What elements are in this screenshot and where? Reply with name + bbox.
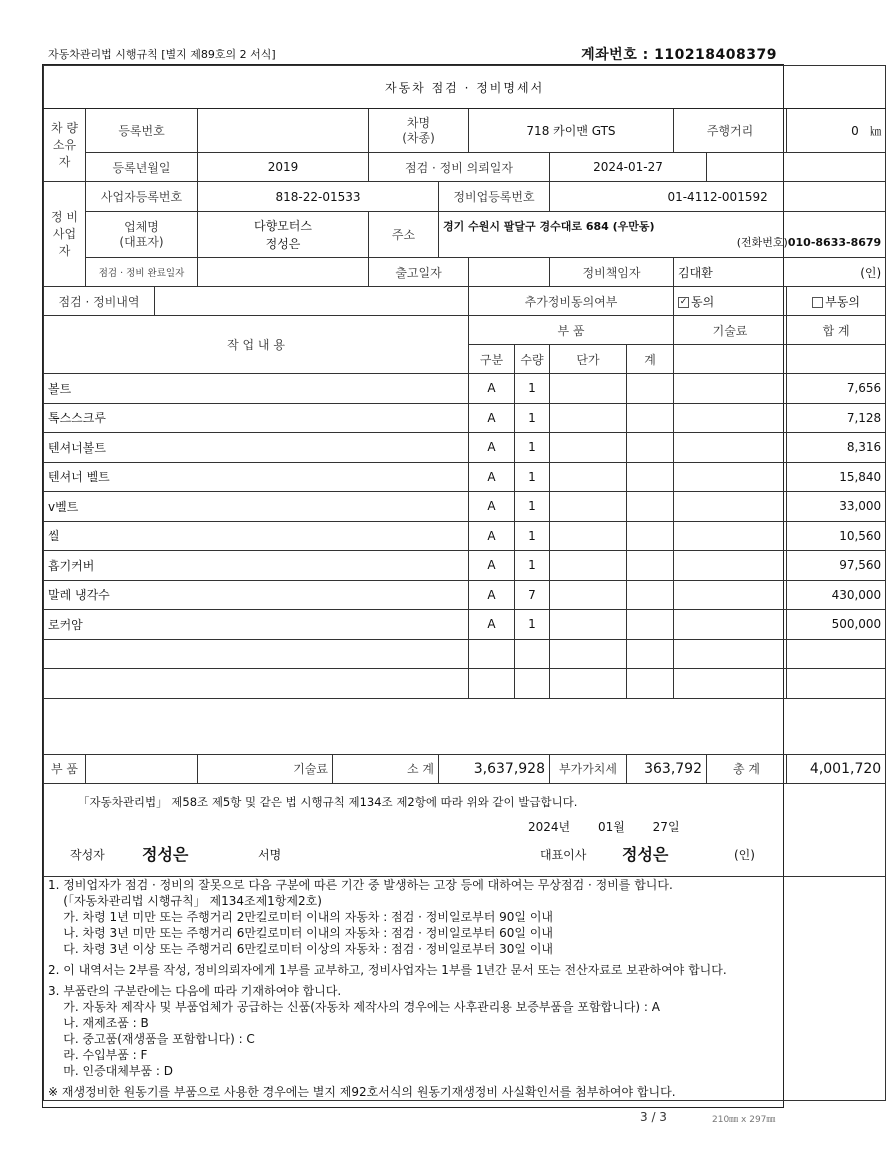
issue-day: 27일 (652, 819, 680, 834)
writer-label: 작성자 (70, 847, 105, 862)
type-col-header: 구분 (469, 345, 515, 374)
work-item-qty: 7 (515, 580, 550, 610)
work-item-type: A (469, 551, 515, 581)
biz-no-value: 818-22-01533 (198, 182, 439, 212)
done-date-value (198, 258, 369, 287)
sum-col-header: 계 (627, 345, 674, 374)
phone-label: (전화번호) (736, 235, 788, 249)
tech-col-header: 기술료 (674, 316, 787, 345)
work-item-name: 말레 냉각수 (44, 580, 469, 610)
mileage-unit: ㎞ (870, 124, 882, 138)
work-row (44, 403, 886, 433)
note-line: 마. 인증대체부품 : D (48, 1063, 173, 1078)
work-row (44, 433, 886, 463)
work-item-qty: 1 (515, 610, 550, 640)
note-line: 나. 차령 3년 미만 또는 주행거리 6만킬로미터 이내의 자동차 : 점검 · 정비일로부터 60일 이내 (48, 925, 554, 940)
account-separator: : (642, 47, 649, 63)
work-row (44, 551, 886, 581)
work-item-type: A (469, 374, 515, 404)
work-item-name: 텐셔너 벨트 (44, 462, 469, 492)
disagree-label: 부동의 (825, 294, 860, 309)
address-value: 경기 수원시 팔달구 경수대로 684 (우만동) (443, 219, 655, 233)
parts-total-label: 부 품 (44, 754, 86, 783)
address-label: 주소 (369, 212, 439, 258)
work-item-type: A (469, 433, 515, 463)
notes-box (48, 877, 881, 1100)
representative: 정성은 (265, 236, 301, 251)
work-item-type: A (469, 610, 515, 640)
company-label: 업체명 (대표자) (86, 212, 198, 258)
document-title: 자동차 점검 · 정비명세서 (44, 66, 886, 109)
phone-value: 010-8633-8679 (787, 235, 882, 249)
work-item-type: A (469, 521, 515, 551)
company-name: 다향모터스 (254, 218, 312, 233)
writer-signature: 정성은 (142, 844, 189, 864)
document-frame (42, 64, 882, 1108)
agree-checkbox[interactable]: ✓ (679, 296, 688, 307)
vat-label: 부가가치세 (550, 754, 627, 783)
work-item-total: 7,128 (787, 403, 886, 433)
note-line: 2. 이 내역서는 2부를 작성, 정비의뢰자에게 1부를 교부하고, 정비사업자는 1부를 1년간 문서 또는 전산자료로 보관하여야 합니다. (48, 962, 727, 977)
repair-reg-label: 정비업등록번호 (439, 182, 550, 212)
work-col-header: 작 업 내 용 (44, 316, 469, 374)
agree-label: 동의 (691, 294, 715, 309)
work-item-name: 텐셔너볼트 (44, 433, 469, 463)
note-line: 가. 차령 1년 미만 또는 주행거리 2만킬로미터 이내의 자동차 : 점검 · 정비일로부터 90일 이내 (48, 909, 554, 924)
request-date-value: 2024-01-27 (550, 153, 707, 182)
work-item-qty: 1 (515, 462, 550, 492)
work-item-name: v벨트 (44, 492, 469, 522)
reg-no-value (198, 109, 369, 153)
work-item-qty: 1 (515, 521, 550, 551)
work-item-total: 10,560 (787, 521, 886, 551)
work-item-total: 8,316 (787, 433, 886, 463)
details-label: 점검 · 정비내역 (44, 287, 155, 316)
business-label: 정 비 사업자 (44, 182, 86, 287)
manager-name: 김대환 (678, 265, 713, 280)
ceo-label: 대표이사 (540, 847, 587, 862)
note-line: 나. 재제조품 : B (48, 1015, 149, 1030)
model-value: 718 카이맨 GTS (469, 109, 674, 153)
work-row (44, 610, 886, 640)
form-reference: 자동차관리법 시행규칙 [별지 제89호의 2 서식] (48, 48, 276, 61)
work-item-total: 500,000 (787, 610, 886, 640)
issue-month: 01월 (597, 819, 625, 834)
work-item-type: A (469, 462, 515, 492)
work-item-total: 15,840 (787, 462, 886, 492)
account-label: 계좌번호 (581, 47, 638, 63)
main-table (43, 65, 886, 1101)
note-line: 다. 차령 3년 이상 또는 주행거리 6만킬로미터 이상의 자동차 : 점검 · 정비일로부터 30일 이내 (48, 941, 554, 956)
note-line: (「자동차관리법 시행규칙」 제134조제1항제2호) (48, 893, 322, 908)
mileage-label: 주행거리 (674, 109, 787, 153)
total-col-header: 합 계 (787, 316, 886, 345)
vehicle-owner-label: 차 량 소유자 (44, 109, 86, 182)
work-item-qty: 1 (515, 433, 550, 463)
note-line: 라. 수입부품 : F (48, 1047, 148, 1062)
unit-col-header: 단가 (550, 345, 627, 374)
manager-seal: (인) (860, 265, 882, 280)
reg-year-value: 2019 (198, 153, 369, 182)
note-line: 다. 중고품(재생품을 포함합니다) : C (48, 1031, 255, 1046)
parts-col-header: 부 품 (469, 316, 674, 345)
grand-total-label: 총 계 (707, 754, 787, 783)
work-item-qty: 1 (515, 492, 550, 522)
reg-no-label: 등록번호 (86, 109, 198, 153)
extra-consent-label: 추가정비동의여부 (469, 287, 674, 316)
ceo-signature: 정성은 (622, 844, 669, 864)
work-item-qty: 1 (515, 403, 550, 433)
note-line: ※ 재생정비한 원동기를 부품으로 사용한 경우에는 별지 제92호서식의 원동기재생정비 사실확인서를 첨부하여야 합니다. (48, 1084, 676, 1099)
subtotal-label: 소 계 (333, 754, 439, 783)
model-label: 차명 (차종) (369, 109, 469, 153)
work-row-empty (44, 639, 886, 669)
work-item-qty: 1 (515, 551, 550, 581)
work-row-empty (44, 669, 886, 699)
sign-label: 서명 (258, 847, 282, 862)
release-label: 출고일자 (369, 258, 469, 287)
disagree-checkbox[interactable] (812, 297, 823, 308)
paper-size: 210㎜ x 297㎜ (712, 1115, 776, 1125)
work-row (44, 462, 886, 492)
work-item-name: 씰 (44, 521, 469, 551)
qty-col-header: 수량 (515, 345, 550, 374)
vat-value: 363,792 (627, 754, 707, 783)
work-item-qty: 1 (515, 374, 550, 404)
request-date-label: 점검 · 정비 의뢰일자 (369, 153, 550, 182)
biz-no-label: 사업자등록번호 (86, 182, 198, 212)
work-row (44, 580, 886, 610)
work-item-total: 430,000 (787, 580, 886, 610)
tech-total-label: 기술료 (198, 754, 333, 783)
work-item-name: 흡기커버 (44, 551, 469, 581)
work-row (44, 521, 886, 551)
work-item-total: 33,000 (787, 492, 886, 522)
work-item-type: A (469, 580, 515, 610)
work-row (44, 492, 886, 522)
done-date-label: 점검 · 정비 완료일자 (86, 258, 198, 287)
work-item-total: 97,560 (787, 551, 886, 581)
reg-year-label: 등록년월일 (86, 153, 198, 182)
ceo-seal: (인) (734, 847, 755, 862)
work-item-name: 볼트 (44, 374, 469, 404)
release-value (469, 258, 550, 287)
work-item-name: 로커암 (44, 610, 469, 640)
note-line: 가. 자동차 제작사 및 부품업체가 공급하는 신품(자동차 제작사의 경우에는 사후관리용 보증부품을 포함합니다) : A (48, 999, 660, 1014)
work-item-type: A (469, 492, 515, 522)
issue-year: 2024년 (528, 819, 571, 834)
account-number: 110218408379 (654, 47, 777, 63)
work-rows (44, 374, 886, 699)
work-row (44, 374, 886, 404)
mileage-value: 0 (851, 123, 859, 138)
work-item-name: 톡스스크루 (44, 403, 469, 433)
manager-label: 정비책임자 (550, 258, 674, 287)
grand-total-value: 4,001,720 (787, 754, 886, 783)
account-number-line (581, 44, 777, 64)
note-line: 1. 정비업자가 점검 · 정비의 잘못으로 다음 구분에 따른 기간 중 발생하는 고장 등에 대하여는 무상점검 · 정비를 합니다. (48, 877, 673, 892)
work-item-type: A (469, 403, 515, 433)
note-line: 3. 부품란의 구분란에는 다음에 따라 기재하여야 합니다. (48, 983, 342, 998)
subtotal-value: 3,637,928 (439, 754, 550, 783)
page-number: 3 / 3 (640, 1110, 667, 1124)
repair-reg-value: 01-4112-001592 (550, 182, 886, 212)
statement-text: 「자동차관리법」 제58조 제5항 및 같은 법 시행규칙 제134조 제2항에 따라 위와 같이 발급합니다. (78, 794, 578, 809)
work-item-total: 7,656 (787, 374, 886, 404)
